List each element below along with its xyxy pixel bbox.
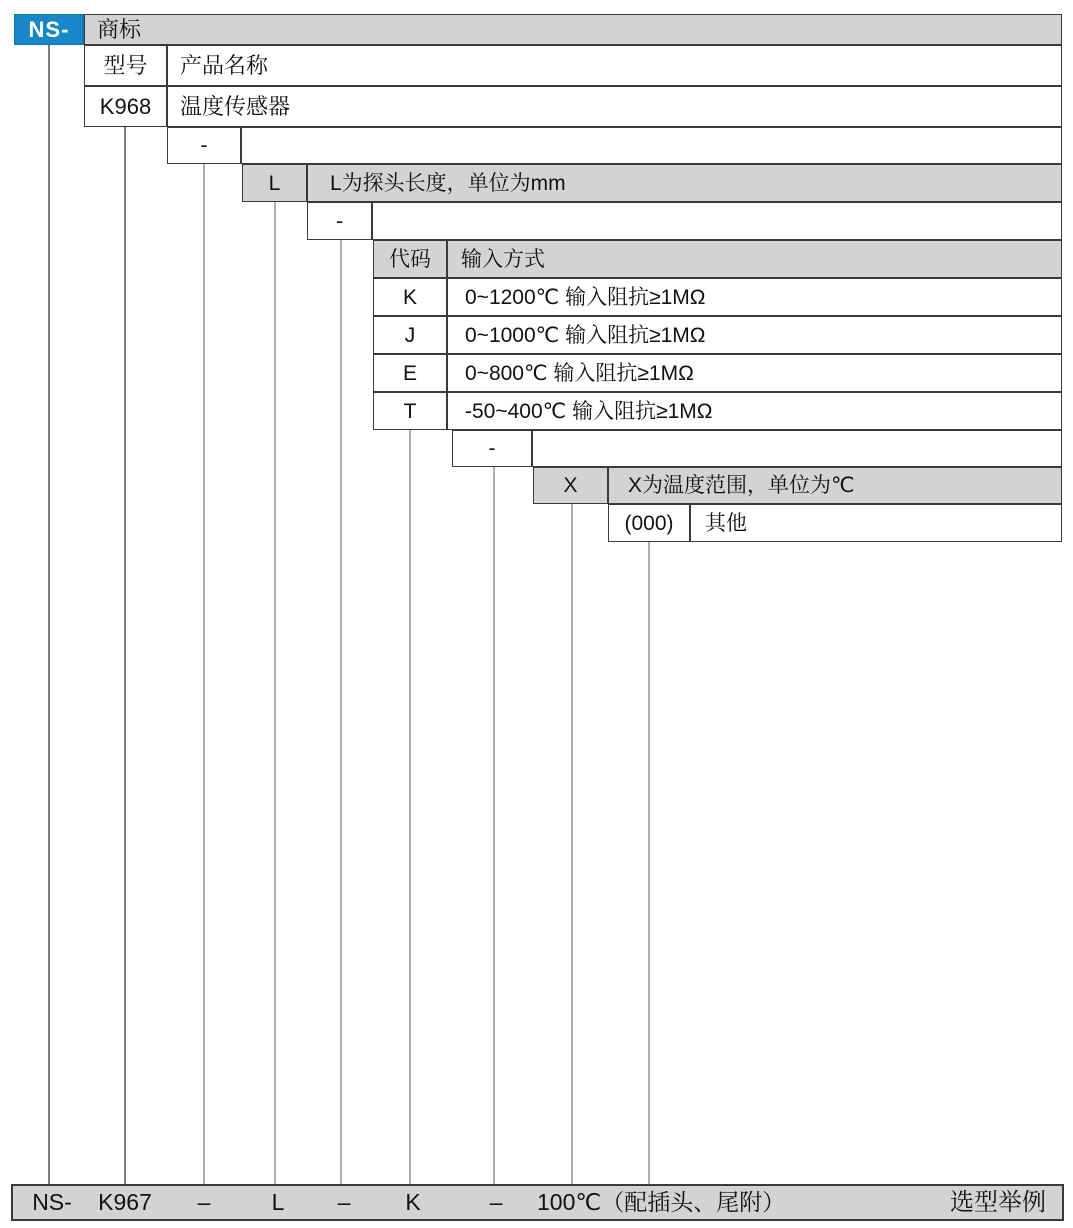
connector-line-other [648, 542, 650, 1184]
spacer-band-1 [241, 127, 1062, 164]
input-row-desc: -50~400℃ 输入阻抗≥1MΩ [447, 392, 1062, 430]
temp-range-code-cell: X [533, 467, 608, 504]
input-table-code-header: 代码 [373, 240, 447, 278]
input-row-desc: 0~800℃ 输入阻抗≥1MΩ [447, 354, 1062, 392]
spacer-band-2 [372, 202, 1062, 240]
input-row-desc: 0~1200℃ 输入阻抗≥1MΩ [447, 278, 1062, 316]
brand-code-box: NS- [14, 14, 84, 45]
input-row-code: E [373, 354, 447, 392]
connector-line-sep1 [203, 164, 205, 1184]
separator-cell-3: - [452, 430, 532, 467]
input-row-desc: 0~1000℃ 输入阻抗≥1MΩ [447, 316, 1062, 354]
separator-cell-2: - [307, 202, 372, 240]
example-caption: 选型举例 [950, 1188, 1046, 1216]
probe-length-desc-cell: L为探头长度，单位为mm [307, 164, 1062, 202]
other-code-cell: (000) [608, 504, 690, 542]
input-row-code: K [373, 278, 447, 316]
spacer-band-3 [532, 430, 1062, 467]
connector-line-sep3 [493, 467, 495, 1184]
product-name-column-header: 产品名称 [167, 45, 1062, 86]
connector-line-sep2 [340, 240, 342, 1184]
trademark-header-cell: 商标 [84, 14, 1062, 45]
connector-line-brand [48, 45, 50, 1184]
example-probe: L [271, 1189, 285, 1215]
model-code-cell: K968 [84, 86, 167, 127]
separator-cell-1: - [167, 127, 241, 164]
probe-length-code-cell: L [242, 164, 307, 202]
model-column-header: 型号 [84, 45, 167, 86]
example-sep1: – [197, 1189, 211, 1215]
example-input: K [405, 1189, 421, 1215]
input-row-code: T [373, 392, 447, 430]
input-row-code: J [373, 316, 447, 354]
product-name-cell: 温度传感器 [167, 86, 1062, 127]
temp-range-desc-cell: X为温度范围，单位为℃ [608, 467, 1062, 504]
input-table-mode-header: 输入方式 [447, 240, 1062, 278]
example-brand: NS- [32, 1189, 72, 1215]
other-desc-cell: 其他 [690, 504, 1062, 542]
example-model: K967 [98, 1189, 152, 1215]
example-sep3: – [489, 1189, 503, 1215]
example-sep2: – [337, 1189, 351, 1215]
example-temp: 100℃（配插头、尾附） [537, 1189, 786, 1215]
connector-line-model [124, 127, 126, 1184]
connector-line-temp [571, 504, 573, 1184]
selection-example-band [11, 1184, 1064, 1221]
connector-line-probe [274, 202, 276, 1184]
connector-line-input-code [409, 430, 411, 1184]
